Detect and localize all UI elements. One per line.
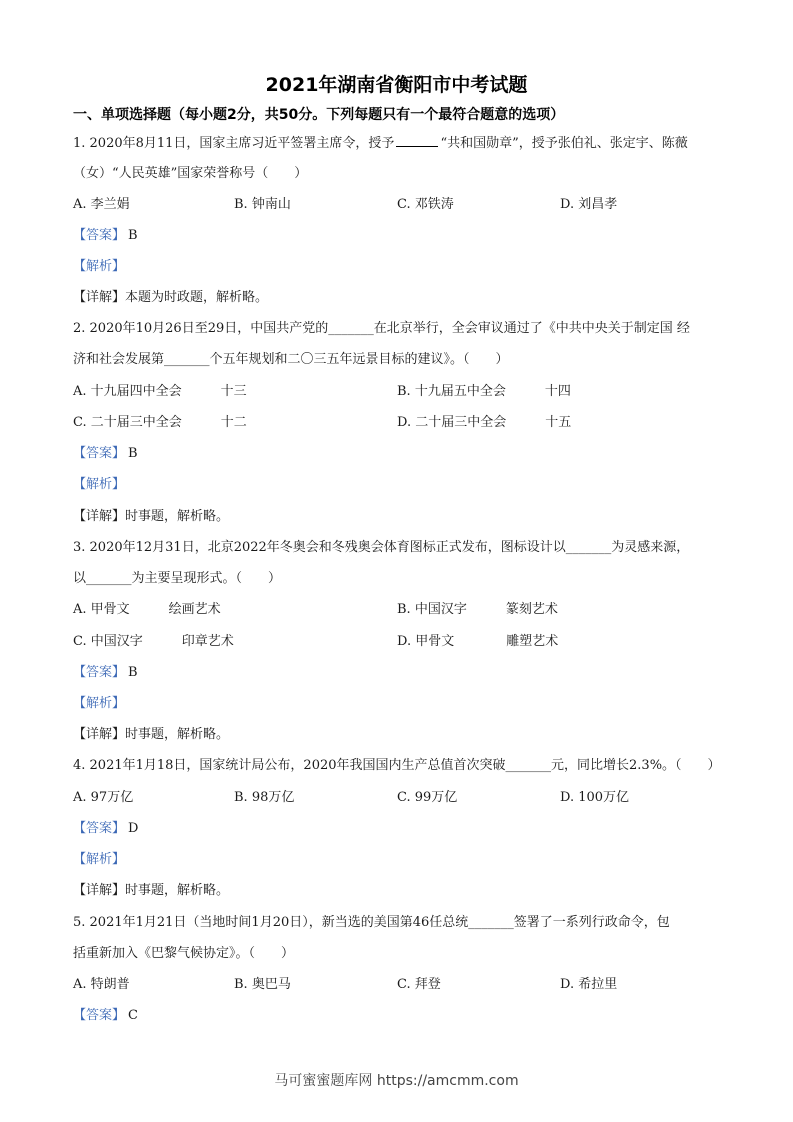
- section-heading: 一、单项选择题（每小题2分，共50分。下列每题只有一个最符合题意的选项）: [73, 107, 565, 123]
- q2-option-b: B. 十九届五中全会 十四: [397, 384, 571, 399]
- q3-line2: 以_______为主要呈现形式。（ ）: [73, 571, 282, 586]
- q1-analysis: 【解析】: [73, 259, 126, 274]
- q3-option-b: B. 中国汉字 篆刻艺术: [397, 602, 558, 617]
- q4-option-a: A. 97万亿: [73, 790, 134, 805]
- q2-answer: 【答案】 B: [73, 446, 138, 461]
- q3-option-d: D. 甲骨文 雕塑艺术: [397, 634, 559, 649]
- q5-option-a: A. 特朗普: [73, 977, 130, 992]
- q5-option-d: D. 希拉里: [560, 977, 618, 992]
- q1-option-a: A. 李兰娟: [73, 197, 130, 212]
- q4-analysis: 【解析】: [73, 852, 126, 867]
- q1-option-d: D. 刘昌孝: [560, 197, 618, 212]
- q4-line1: 4. 2021年1月18日，国家统计局公布，2020年我国国内生产总值首次突破_______元，同比增长2.3%。（ ）: [73, 758, 721, 773]
- q1-line2: （女）“人民英雄”国家荣誉称号（ ）: [73, 166, 308, 181]
- q3-option-a: A. 甲骨文 绘画艺术: [73, 602, 221, 617]
- q4-option-c: C. 99万亿: [397, 790, 458, 805]
- page-title: 2021年湖南省衡阳市中考试题: [265, 74, 528, 96]
- q3-detail: 【详解】时事题，解析略。: [73, 727, 230, 742]
- q4-detail: 【详解】时事题，解析略。: [73, 883, 230, 898]
- q5-option-b: B. 奥巴马: [234, 977, 291, 992]
- q5-line2: 括重新加入《巴黎气候协定》。（ ）: [73, 946, 295, 961]
- footer-watermark[interactable]: 马可蜜蜜题库网 https://amcmm.com: [274, 1073, 519, 1089]
- q2-analysis: 【解析】: [73, 477, 126, 492]
- q3-analysis: 【解析】: [73, 696, 126, 711]
- q3-option-c: C. 中国汉字 印章艺术: [73, 634, 234, 649]
- q1-blank: [396, 133, 438, 147]
- q1-detail: 【详解】本题为时政题，解析略。: [73, 290, 269, 305]
- q5-answer: 【答案】 C: [73, 1008, 138, 1023]
- q1-option-c: C. 邓铁涛: [397, 197, 454, 212]
- q2-detail: 【详解】时事题，解析略。: [73, 509, 230, 524]
- q2-option-c: C. 二十届三中全会 十二: [73, 415, 247, 430]
- q1-option-b: B. 钟南山: [234, 197, 291, 212]
- q2-line1: 2. 2020年10月26日至29日，中国共产党的_______在北京举行，全会审议通过了《中共中央关于制定国 经: [73, 321, 690, 336]
- q5-line1: 5. 2021年1月21日（当地时间1月20日），新当选的美国第46任总统_______签署了一系列行政命令，包: [73, 915, 670, 930]
- q1-line1: 1. 2020年8月11日，国家主席习近平签署主席令，授予 “共和国勋章”，授予张伯礼、张定宇、陈薇: [73, 133, 723, 154]
- q4-option-b: B. 98万亿: [234, 790, 295, 805]
- q4-option-d: D. 100万亿: [560, 790, 630, 805]
- q1-answer: 【答案】 B: [73, 228, 138, 243]
- q2-option-a: A. 十九届四中全会 十三: [73, 384, 247, 399]
- q5-option-c: C. 拜登: [397, 977, 441, 992]
- q2-option-d: D. 二十届三中全会 十五: [397, 415, 572, 430]
- q4-answer: 【答案】 D: [73, 821, 139, 836]
- q2-line2: 济和社会发展第_______个五年规划和二〇三五年远景目标的建议》。（ ）: [73, 352, 509, 367]
- q3-line1: 3. 2020年12月31日，北京2022年冬奥会和冬残奥会体育图标正式发布，图标设计以_______为灵感来源，: [73, 540, 690, 555]
- q3-answer: 【答案】 B: [73, 665, 138, 680]
